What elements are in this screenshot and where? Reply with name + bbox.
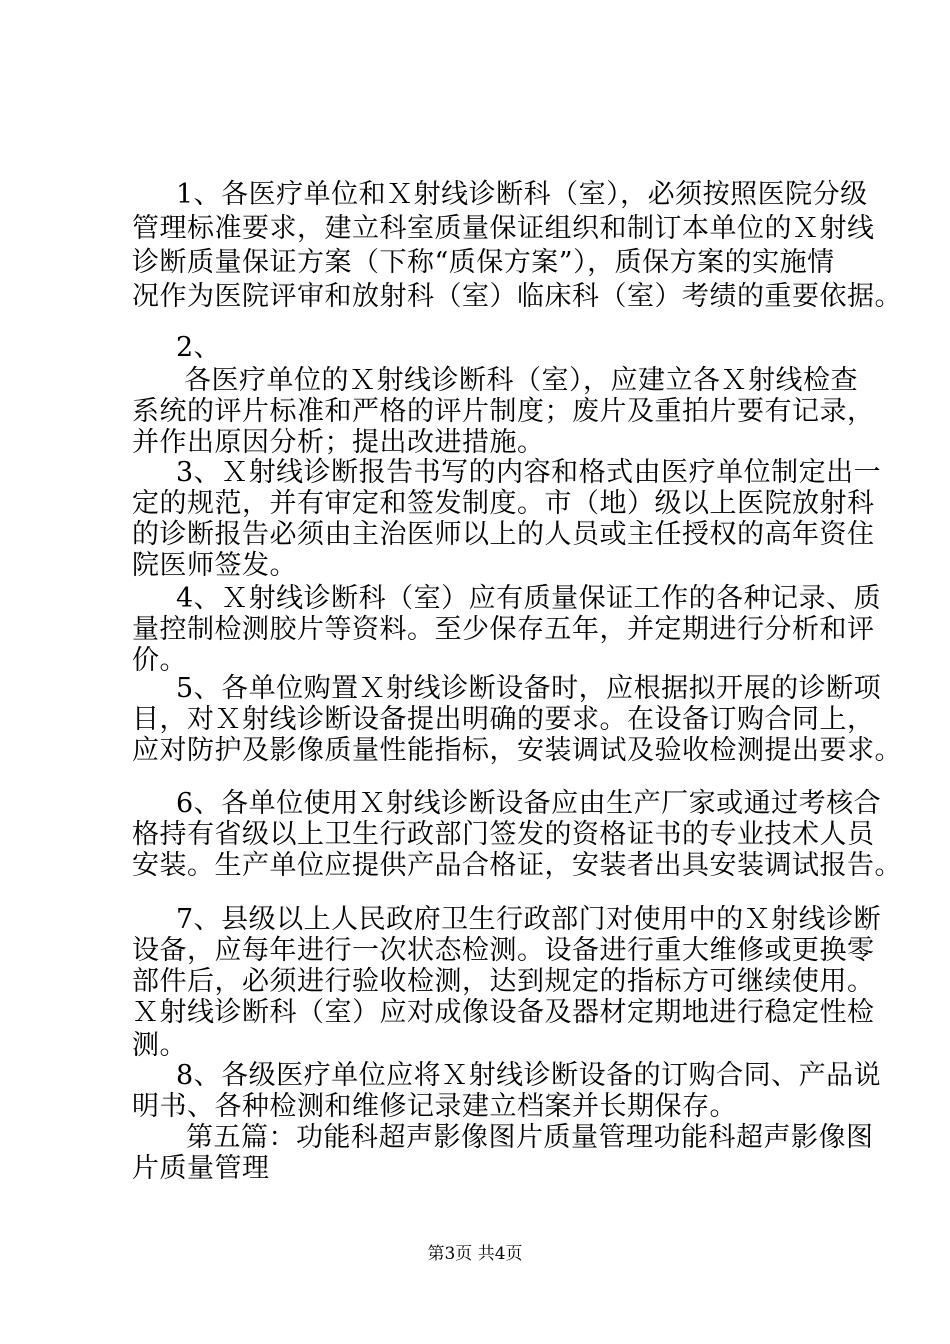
paragraph-5-line-2: 目，对Ｘ射线诊断设备提出明确的要求。在设备订购合同上，: [132, 704, 875, 735]
section-heading-line-1: 第五篇：功能科超声影像图片质量管理功能科超声影像图: [186, 1122, 874, 1153]
section-heading-line-2: 片质量管理: [132, 1153, 270, 1184]
paragraph-4-line-3: 价。: [132, 645, 187, 676]
paragraph-4-line-2: 量控制检测胶片等资料。至少保存五年，并定期进行分析和评: [132, 614, 875, 645]
paragraph-2-line-3: 系统的评片标准和严格的评片制度；废片及重拍片要有记录，: [132, 396, 875, 427]
paragraph-1-line-2: 管理标准要求，建立科室质量保证组织和制订本单位的Ｘ射线: [132, 213, 875, 244]
paragraph-3-line-3: 的诊断报告必须由主治医师以上的人员或主任授权的高年资住: [132, 519, 875, 550]
paragraph-5-line-1: 5、各单位购置Ｘ射线诊断设备时，应根据拟开展的诊断项: [176, 673, 882, 704]
paragraph-2-line-4: 并作出原因分析；提出改进措施。: [132, 427, 545, 458]
page-footer: 第3页 共4页: [427, 1244, 523, 1264]
paragraph-3-line-4: 院医师签发。: [132, 550, 297, 581]
paragraph-2-line-2: 各医疗单位的Ｘ射线诊断科（室），应建立各Ｘ射线检查: [184, 365, 858, 396]
paragraph-6-line-2: 格持有省级以上卫生行政部门签发的资格证书的专业技术人员: [132, 819, 875, 850]
paragraph-1-line-3: 诊断质量保证方案（下称“质保方案”），质保方案的实施情: [132, 247, 835, 278]
paragraph-6-line-3: 安装。生产单位应提供产品合格证，安装者出具安装调试报告。: [132, 850, 902, 881]
paragraph-1-line-4: 况作为医院评审和放射科（室）临床科（室）考绩的重要依据。: [132, 281, 902, 312]
paragraph-3-line-1: 3、Ｘ射线诊断报告书写的内容和格式由医疗单位制定出一: [176, 457, 882, 488]
paragraph-3-line-2: 定的规范，并有审定和签发制度。市（地）级以上医院放射科: [132, 488, 875, 519]
paragraph-7-line-2: 设备，应每年进行一次状态检测。设备进行重大维修或更换零: [132, 935, 875, 966]
paragraph-4-line-1: 4、Ｘ射线诊断科（室）应有质量保证工作的各种记录、质: [176, 583, 882, 614]
paragraph-7-line-5: 测。: [132, 1030, 187, 1061]
paragraph-2-line-1: 2、: [176, 332, 222, 363]
paragraph-1-line-1: 1、各医疗单位和Ｘ射线诊断科（室），必须按照医院分级: [176, 179, 868, 210]
paragraph-7-line-1: 7、县级以上人民政府卫生行政部门对使用中的Ｘ射线诊断: [176, 904, 882, 935]
paragraph-7-line-3: 部件后，必须进行验收检测，达到规定的指标方可继续使用。: [132, 966, 875, 997]
paragraph-7-line-4: Ｘ射线诊断科（室）应对成像设备及器材定期地进行稳定性检: [132, 997, 875, 1028]
paragraph-8-line-2: 明书、各种检测和维修记录建立档案并长期保存。: [132, 1091, 737, 1122]
paragraph-8-line-1: 8、各级医疗单位应将Ｘ射线诊断设备的订购合同、产品说: [176, 1060, 882, 1091]
paragraph-5-line-3: 应对防护及影像质量性能指标，安装调试及验收检测提出要求。: [132, 735, 902, 766]
paragraph-6-line-1: 6、各单位使用Ｘ射线诊断设备应由生产厂家或通过考核合: [176, 788, 882, 819]
